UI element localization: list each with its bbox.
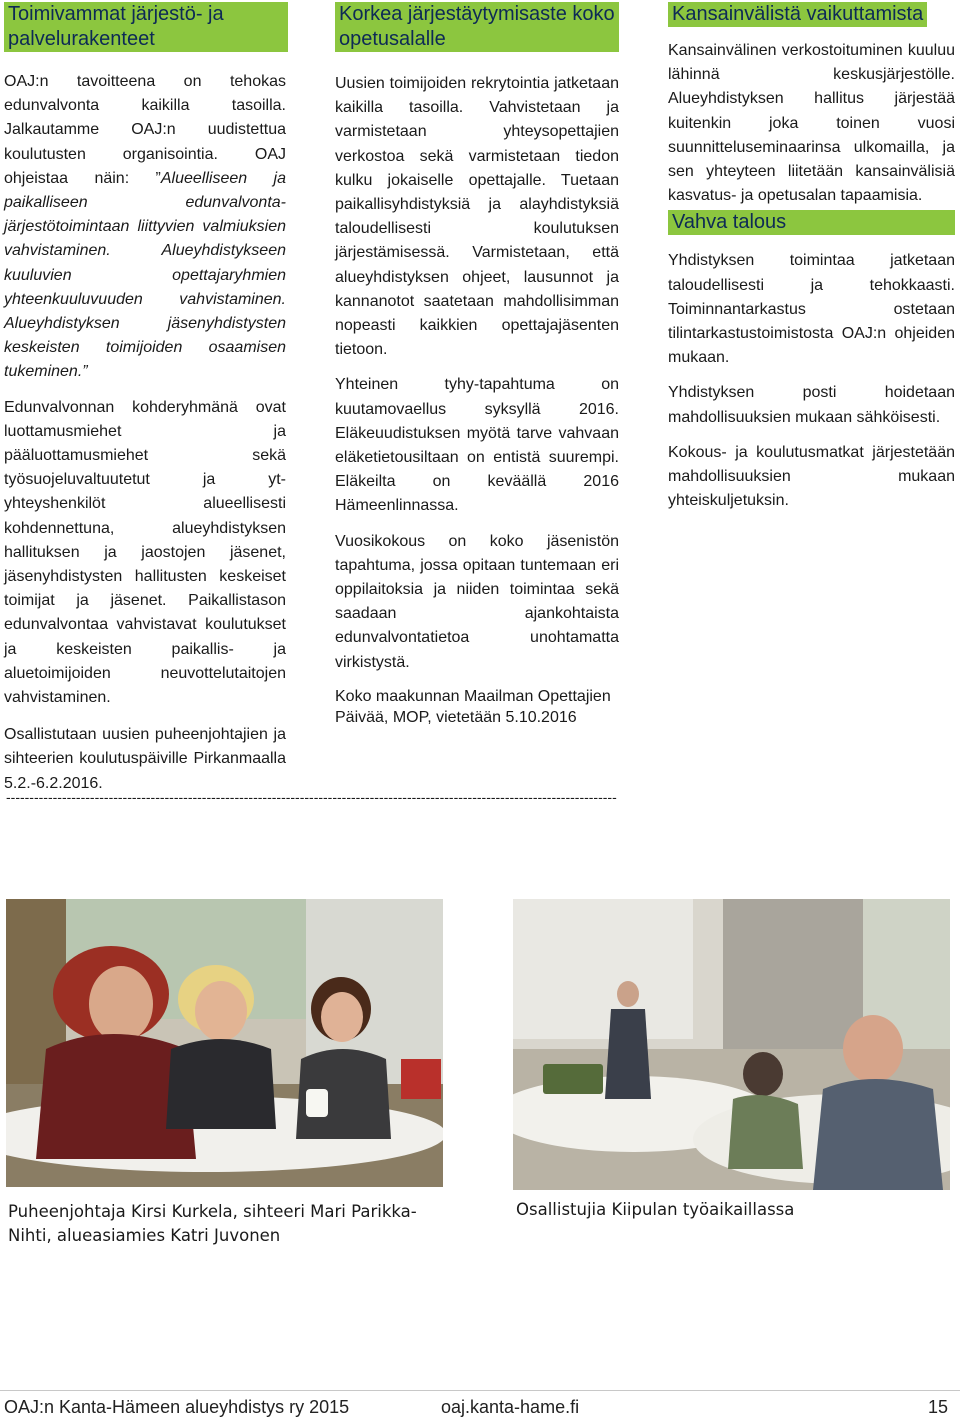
dashed-divider: ----------------------------------------------------------------------------------------------------------------------------------- xyxy=(6,789,617,805)
paragraph: Uusien toimijoiden rekrytointia jatketaan kaikilla tasoilla. Vahvistetaan ja varmistetaan yhteysopettajien verkostoa sekä varmistetaan tiedon kulku jokaiselle opettajalle. Tuetaan paikallisyhdistyksiä ja alayhdistyksiä taloudellisesti koulutuksen järjestämisessä. Varmistetaan, että alueyhdistyksen ohjeet, lausunnot ja kannanotot saatetaan mahdollisimman nopeasti kaikkien opettajajäsenten tietoon. xyxy=(335,75,619,359)
section-heading: Vahva talous xyxy=(668,210,955,235)
column-right xyxy=(668,0,955,513)
page-number: 15 xyxy=(928,1397,949,1417)
paragraph: Yhdistyksen toimintaa jatketaan taloudellisesti ja tehokkaasti. Toiminnantarkastus ostetaan tilintarkastustoimistosta OAJ:n ohjeiden mukaan. xyxy=(668,252,955,367)
photo-image xyxy=(6,899,443,1187)
column-left xyxy=(4,0,286,796)
paragraph: Yhdistyksen posti hoidetaan mahdollisuuksien mukaan sähköisesti. xyxy=(668,384,955,426)
footer-org: OAJ:n Kanta-Hämeen alueyhdistys ry 2015 xyxy=(4,1397,350,1417)
workshop-photo xyxy=(513,899,950,1190)
paragraph xyxy=(4,70,286,385)
section-heading: Toimivammat järjestö- ja palvelurakenteet xyxy=(4,2,288,52)
paragraph-text: OAJ:n tavoitteena on tehokas edunvalvonta kaikilla tasoilla. Jalkautamme OAJ:n uudistettua koulutusten organisointia. OAJ ohjeistaa näin: ” xyxy=(4,73,286,187)
footer-url[interactable]: oaj.kanta-hame.fi xyxy=(441,1397,580,1417)
paragraph: Vuosikokous on koko jäsenistön tapahtuma, jossa opitaan tuntemaan eri oppilaitoksia ja niiden toimintaa sekä saadaan ajankohtaista edunvalvontatietoa unohtamatta virkistystä. xyxy=(335,532,619,671)
footer-divider xyxy=(0,1390,960,1391)
photo-caption: Puheenjohtaja Kirsi Kurkela, sihteeri Mari Parikka-Nihti, alueasiamies Katri Juvonen xyxy=(8,1202,417,1245)
paragraph: Koko maakunnan Maailman Opettajien Päivää, MOP, vietetään 5.10.2016 xyxy=(335,687,611,726)
section-heading: Korkea järjestäytymisaste koko opetusalalle xyxy=(335,2,619,52)
paragraph: Osallistutaan uusien puheenjohtajien ja sihteerien koulutuspäiville Pirkanmaalla 5.2.-6.2.2016. xyxy=(4,726,286,792)
paragraph: Edunvalvonnan kohderyhmänä ovat luottamusmiehet ja pääluottamusmiehet sekä työsuojeluvaltuutetut ja yt-yhteyshenkilöt alueellisesti kohdennettuna, alueyhdistyksen hallituksen ja jaostojen jäsenet, jäsenyhdistysten hallitusten keskeiset toimijat ja jäsenet. Paikallistason edunvalvontaa vahvistavat koulutukset ja keskeisten paikallis- ja aluetoimijoiden neuvottelutaitojen vahvistaminen. xyxy=(4,398,286,707)
meeting-photo xyxy=(6,899,443,1187)
photo-caption: Osallistujia Kiipulan työaikaillassa xyxy=(516,1200,795,1219)
section-heading: Kansainvälistä vaikuttamista xyxy=(668,2,927,27)
paragraph: Kokous- ja koulutusmatkat järjestetään mahdollisuuksien mukaan yhteiskuljetuksin. xyxy=(668,443,955,510)
quote-text: Alueelliseen ja paikalliseen edunvalvonta- järjestötoimintaan liittyvien valmiuksien vahvistaminen. Alueyhdistykseen kuuluvien opettajaryhmien yhteenkuuluvuuden vahvistaminen. Alueyhdistyksen jäsenyhdistysten keskeisten toimijoiden osaamisen tukeminen.” xyxy=(4,169,286,381)
paragraph: Yhteinen tyhy-tapahtuma on kuutamovaellus syksyllä 2016. Eläkeuudistuksen myötä tarve vahvaan eläketietousiltaan on entistä suurempi. Eläkeilta on keväällä 2016 Hämeenlinnassa. xyxy=(335,376,619,515)
photo-image xyxy=(513,899,950,1190)
column-middle xyxy=(335,0,619,728)
paragraph: Kansainvälinen verkostoituminen kuuluu lähinnä keskusjärjestölle. Alueyhdistyksen hallitus järjestää kuitenkin joka toinen vuosi suunnitteluseminaarinsa ulkomailla, ja sen yhteyteen liitetään kansainvälisiä kasvatus- ja opetusalan tapaamisia. xyxy=(668,42,955,205)
